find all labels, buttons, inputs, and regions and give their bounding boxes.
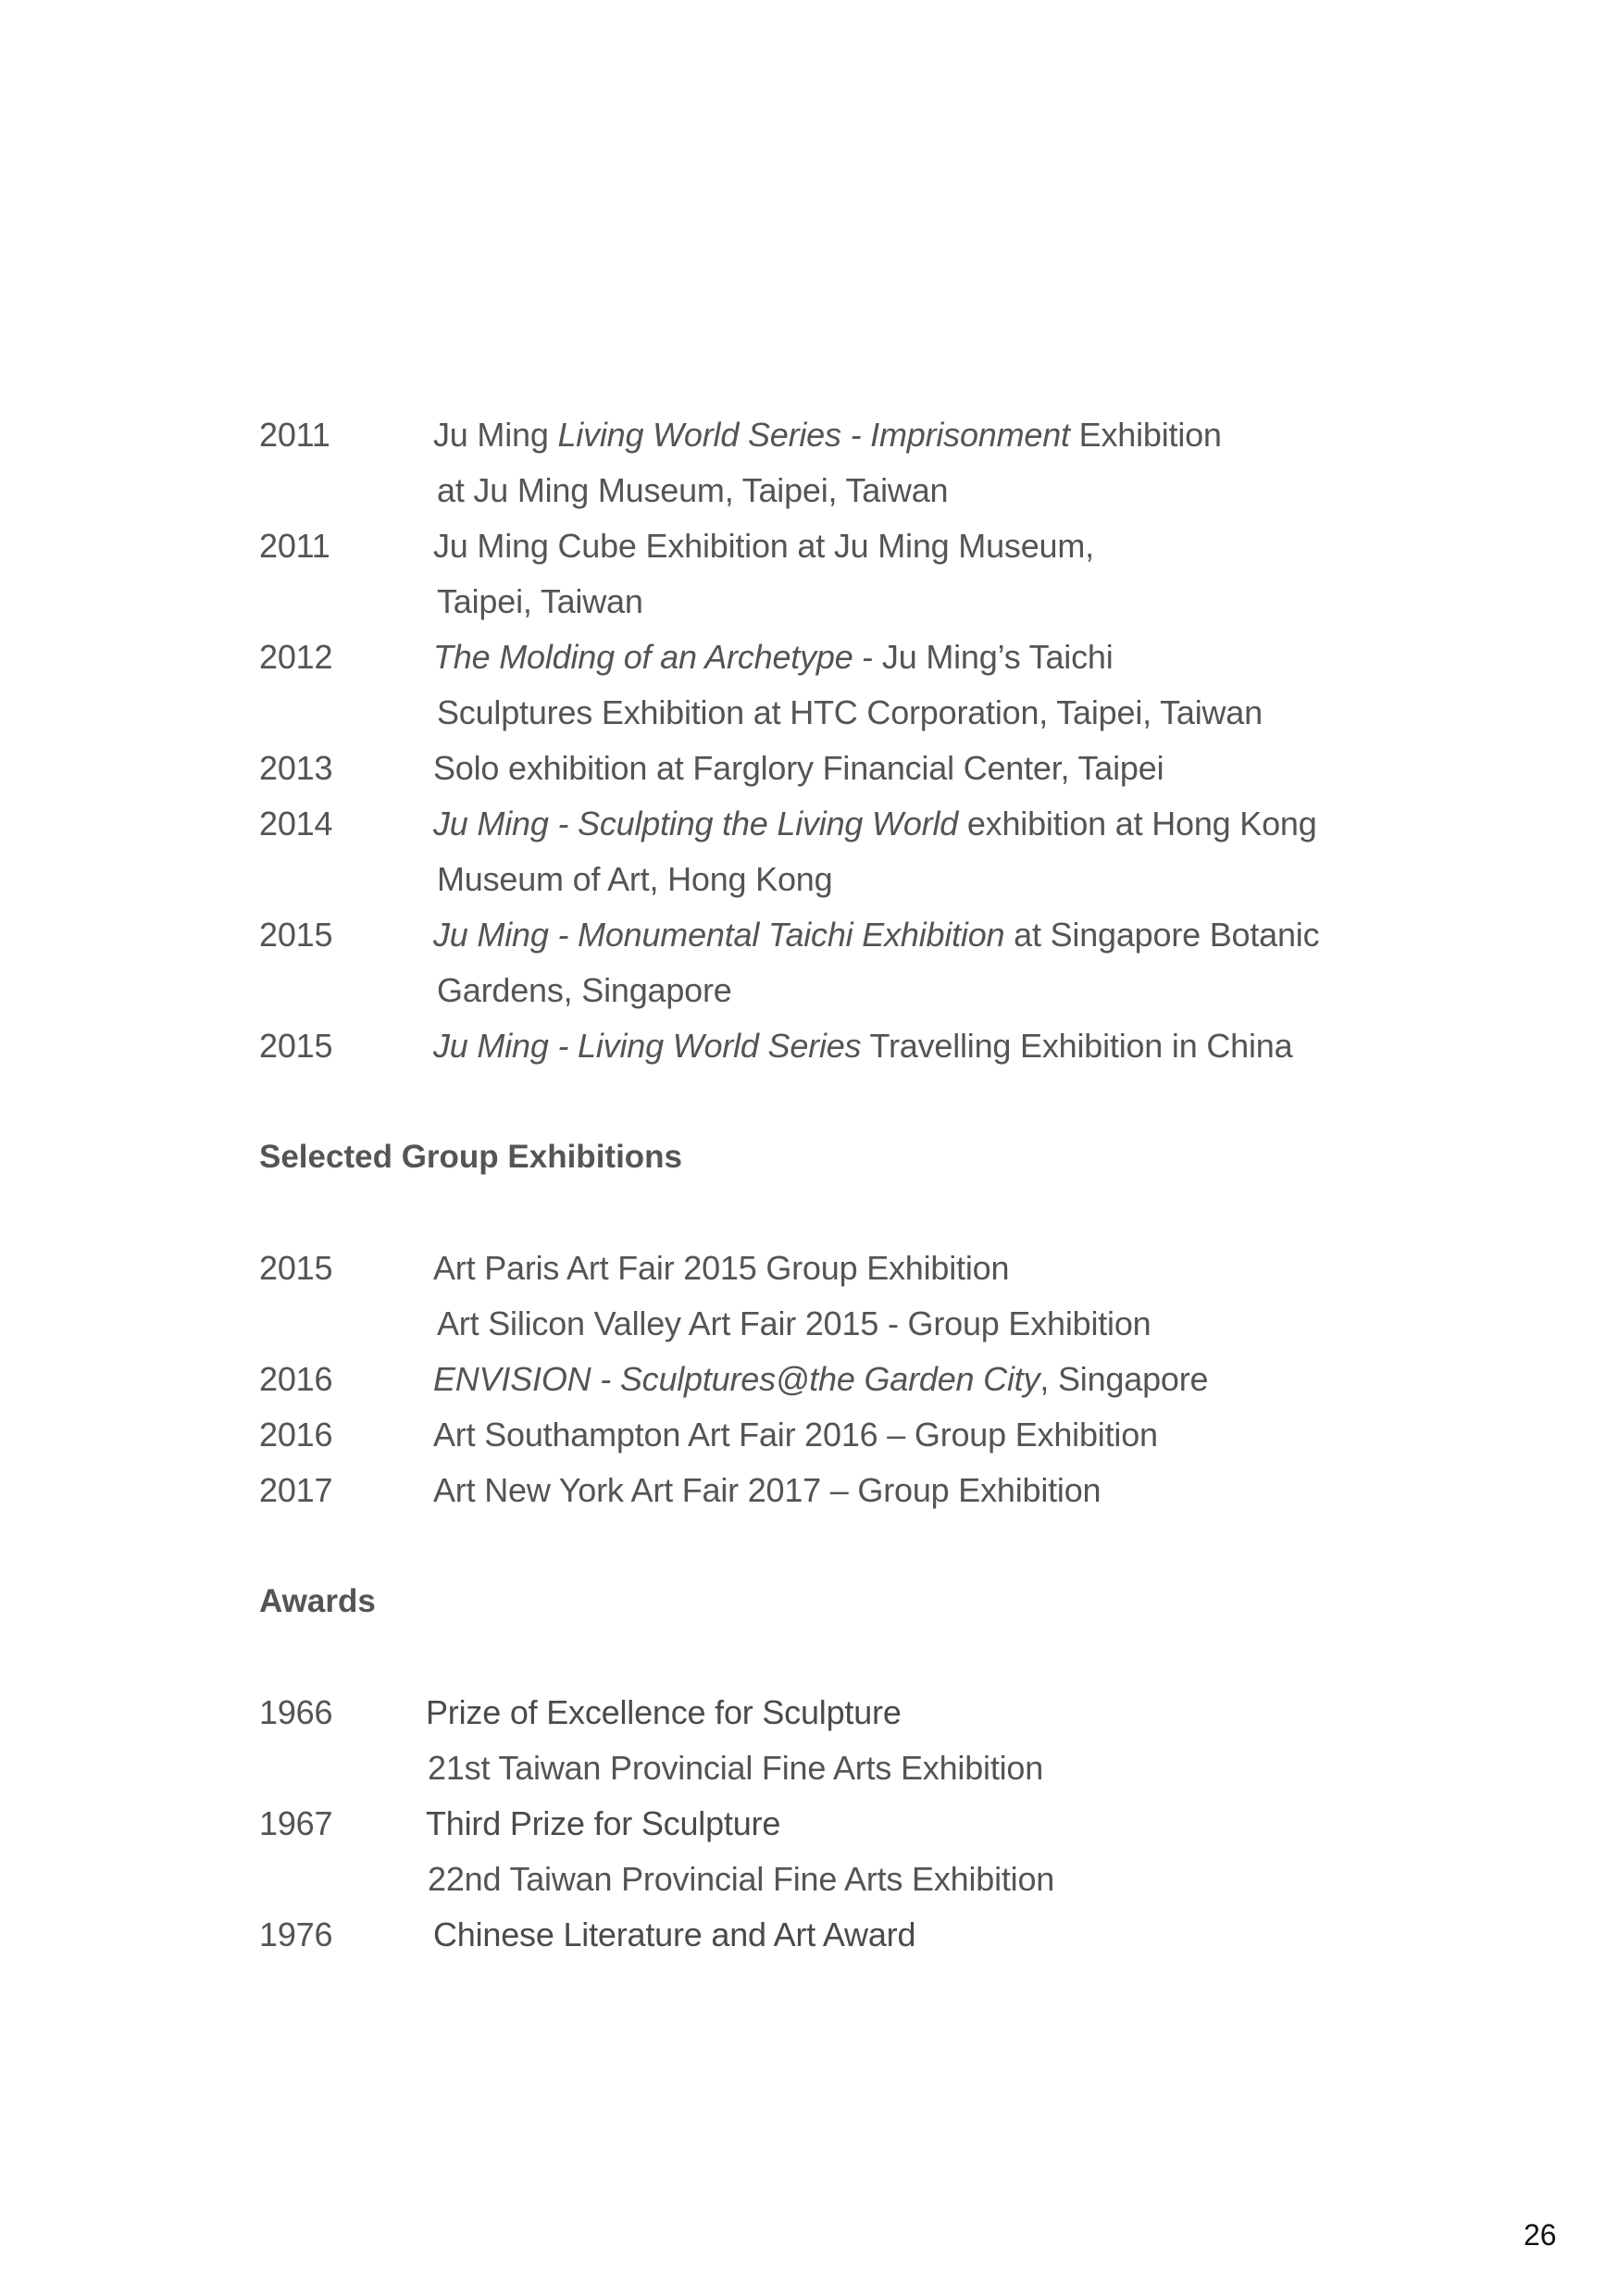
section-heading-awards: Awards xyxy=(259,1583,376,1619)
entry-year: 2015 xyxy=(259,1027,333,1065)
entry-text-plain: , Singapore xyxy=(1039,1360,1209,1398)
entry-title-italic: Ju Ming - Monumental Taichi Exhibition xyxy=(433,916,1005,954)
entry-continuation: Gardens, Singapore xyxy=(437,971,732,1009)
entry-text xyxy=(433,1359,1208,1400)
award-year: 1976 xyxy=(259,1915,333,1953)
entry-year: 2017 xyxy=(259,1471,333,1509)
entry-text-plain: Travelling Exhibition in China xyxy=(861,1027,1293,1065)
entry-year: 2016 xyxy=(259,1360,333,1398)
entry-text xyxy=(433,915,1319,955)
award-detail: 21st Taiwan Provincial Fine Arts Exhibition xyxy=(428,1749,1044,1787)
entry-text: Art Paris Art Fair 2015 Group Exhibition xyxy=(433,1249,1010,1287)
entry-continuation: Art Silicon Valley Art Fair 2015 - Group Exhibition xyxy=(437,1304,1151,1342)
entry-text: Ju Ming Cube Exhibition at Ju Ming Museum, xyxy=(433,527,1094,565)
entry-year: 2015 xyxy=(259,916,333,954)
entry-text xyxy=(433,637,1114,678)
entry-year: 2011 xyxy=(259,527,330,565)
entry-year: 2015 xyxy=(259,1249,333,1287)
entry-year: 2014 xyxy=(259,805,333,842)
award-title: Prize of Excellence for Sculpture xyxy=(426,1693,902,1731)
award-detail: 22nd Taiwan Provincial Fine Arts Exhibition xyxy=(428,1860,1055,1898)
entry-text-plain: exhibition at Hong Kong xyxy=(958,805,1317,842)
entry-text-plain: Exhibition xyxy=(1069,416,1222,454)
entry-text: Art Southampton Art Fair 2016 – Group Exhibition xyxy=(433,1416,1158,1454)
entry-title-italic: Ju Ming - Living World Series xyxy=(433,1027,862,1065)
entry-text-plain: Ju Ming xyxy=(433,416,558,454)
entry-continuation: Sculptures Exhibition at HTC Corporation, Taipei, Taiwan xyxy=(437,693,1263,731)
entry-continuation: Museum of Art, Hong Kong xyxy=(437,860,833,898)
entry-text-plain: - Ju Ming’s Taichi xyxy=(853,638,1114,676)
award-title: Chinese Literature and Art Award xyxy=(433,1915,916,1953)
entry-year: 2013 xyxy=(259,749,333,787)
award-title: Third Prize for Sculpture xyxy=(426,1804,781,1842)
section-heading-group-exhibitions: Selected Group Exhibitions xyxy=(259,1139,683,1175)
entry-year: 2011 xyxy=(259,416,330,454)
entry-continuation: at Ju Ming Museum, Taipei, Taiwan xyxy=(437,471,949,509)
award-year: 1966 xyxy=(259,1693,333,1731)
entry-title-italic: ENVISION - Sculptures@the Garden City xyxy=(433,1360,1040,1398)
entry-text: Art New York Art Fair 2017 – Group Exhibition xyxy=(433,1471,1101,1509)
entry-text xyxy=(433,1026,1292,1067)
entry-text-plain: at Singapore Botanic xyxy=(1004,916,1320,954)
entry-title-italic: The Molding of an Archetype xyxy=(433,638,853,676)
entry-text: Solo exhibition at Farglory Financial Center, Taipei xyxy=(433,749,1164,787)
entry-continuation: Taipei, Taiwan xyxy=(437,582,643,620)
entry-year: 2012 xyxy=(259,638,333,676)
award-year: 1967 xyxy=(259,1804,333,1842)
entry-text xyxy=(433,415,1222,455)
entry-year: 2016 xyxy=(259,1416,333,1454)
entry-title-italic: Ju Ming - Sculpting the Living World xyxy=(433,805,959,842)
entry-text xyxy=(433,804,1317,844)
entry-title-italic: Living World Series - Imprisonment xyxy=(557,416,1070,454)
page-number: 26 xyxy=(1524,2218,1557,2252)
